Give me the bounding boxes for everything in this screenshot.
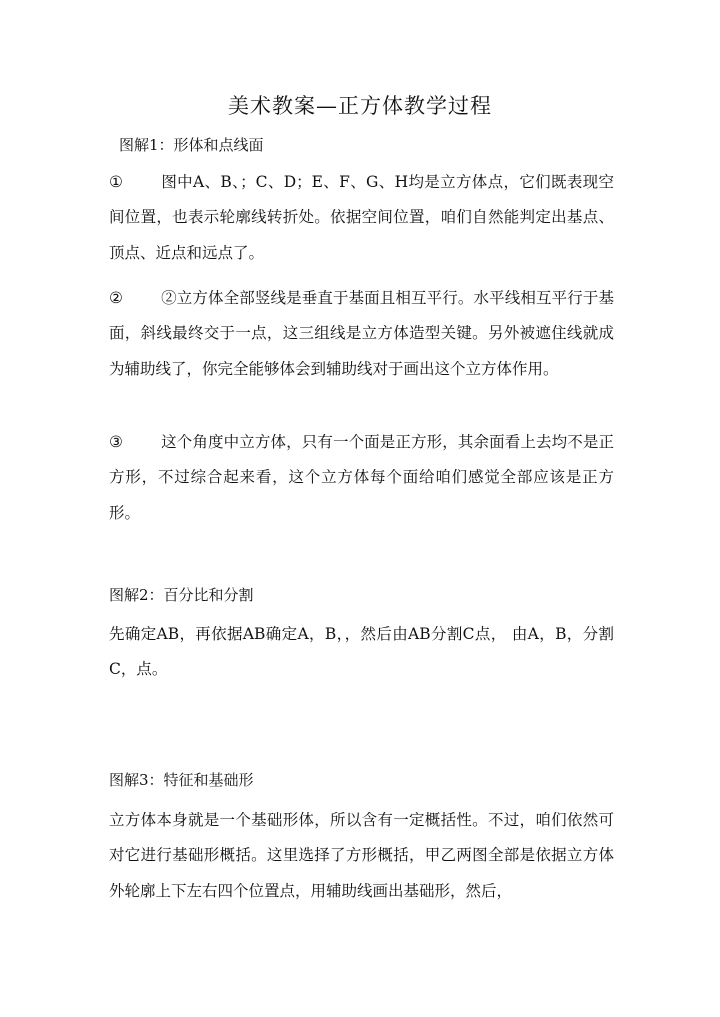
paragraph-marker: ① <box>109 173 123 191</box>
section-heading-1: 图解1：形体和点线面 <box>119 136 264 154</box>
paragraph-1-2 <box>109 281 614 387</box>
paragraph-3-1: 立方体本身就是一个基础形体，所以含有一定概括性。不过，咱们依然可对它进行基础形概括。这里选择了方形概括，甲乙两图全部是依据立方体外轮廓上下左右四个位置点，用辅助线画出基础形，然后， <box>109 811 614 900</box>
paragraph-text: 图中A、B、；C、D；E、F、G、H均是立方体点，它们既表现空间位置，也表示轮廓线转折处。依据空间位置，咱们自然能判定出基点、顶点、近点和远点了。 <box>109 173 614 262</box>
section-heading-2: 图解2：百分比和分割 <box>109 586 254 604</box>
paragraph-text: 这个角度中立方体，只有一个面是正方形，其余面看上去均不是正方形，不过综合起来看，这个立方体每个面给咱们感觉全部应该是正方形。 <box>109 433 614 522</box>
paragraph-1-1 <box>109 165 614 271</box>
section-heading-3: 图解3：特征和基础形 <box>109 771 254 789</box>
paragraph-2-1: 先确定AB，再依据AB确定A，B，，然后由AB分割C点， 由A，B，分割C，点。 <box>109 625 614 679</box>
document-title: 美术教案—正方体教学过程 <box>228 94 492 118</box>
paragraph-1-3 <box>109 425 614 531</box>
paragraph-marker: ② <box>109 289 123 307</box>
paragraph-marker: ③ <box>109 433 123 451</box>
paragraph-text: ②立方体全部竖线是垂直于基面且相互平行。水平线相互平行于基面，斜线最终交于一点，这三组线是立方体造型关键。另外被遮住线就成为辅助线了，你完全能够体会到辅助线对于画出这个立方体作用。 <box>109 289 614 378</box>
